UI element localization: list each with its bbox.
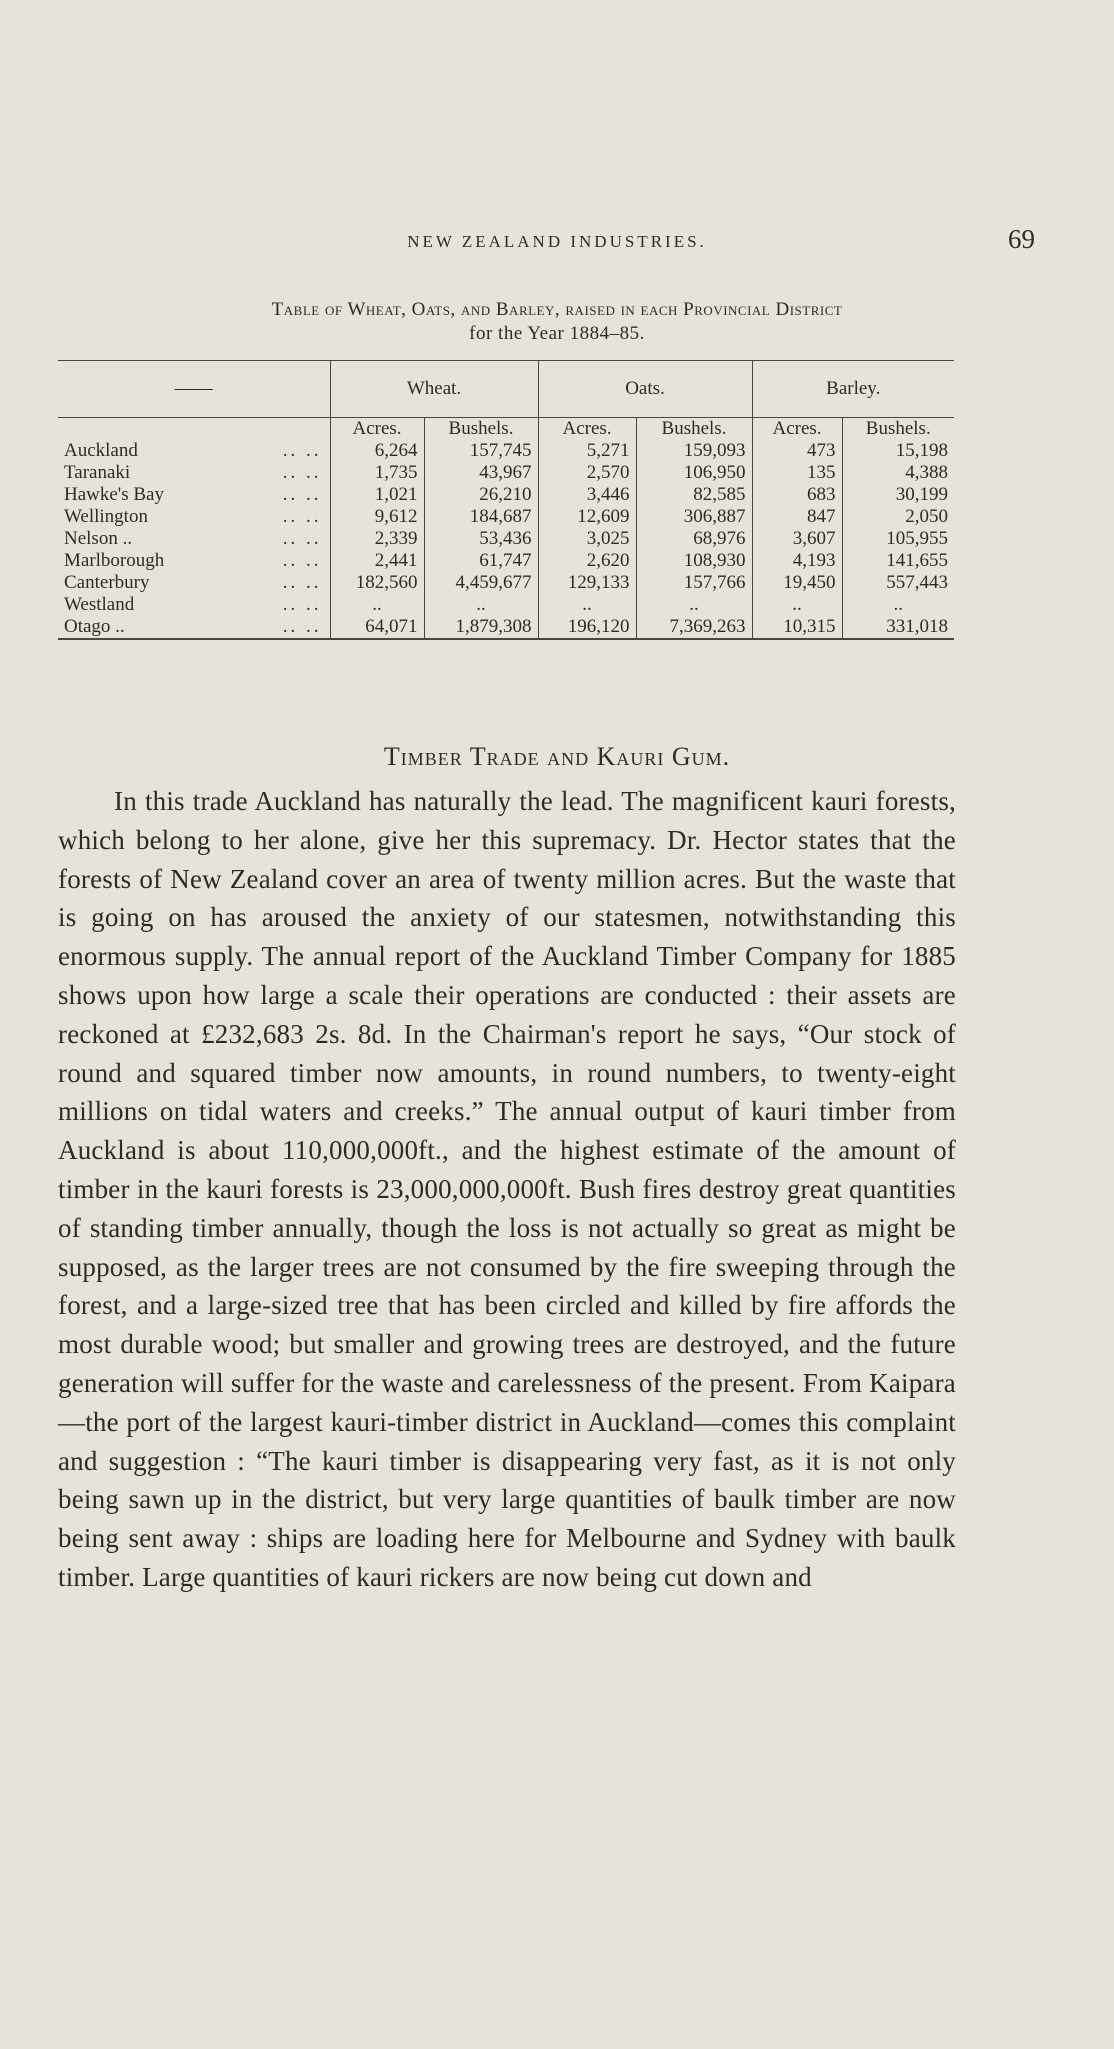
section-heading: Timber Trade and Kauri Gum. <box>383 742 731 771</box>
wheat-acres-cell: 182,560 <box>330 572 424 594</box>
oats-bushels-cell: 159,093 <box>636 440 752 462</box>
barley-bushels-cell: 141,655 <box>842 550 954 572</box>
oats-bushels-cell: 7,369,263 <box>636 616 752 638</box>
district-cell <box>58 440 330 462</box>
district-cell <box>58 462 330 484</box>
wheat-acres-cell: 2,339 <box>330 528 424 550</box>
wheat-bushels-cell: 53,436 <box>424 528 538 550</box>
wheat-acres-cell: 9,612 <box>330 506 424 528</box>
barley-bushels-cell: 105,955 <box>842 528 954 550</box>
wheat-acres-cell: 1,021 <box>330 484 424 506</box>
table-row <box>58 550 954 572</box>
district-name: Nelson .. <box>64 528 133 549</box>
subheader-oats-bushels: Bushels. <box>636 418 752 441</box>
body-paragraph: In this trade Auckland has naturally the lead. The magnificent kauri forests, which belong to her alone, give her this supremacy. Dr. Hector states that the forests of New Zealand cover an area of twenty million acres. But the waste that is going on has aroused the anxiety of our statesmen, notwithstanding this enormous supply. The annual report of the Auckland Timber Company for 1885 shows upon how large a scale their operations are conducted : their assets are reckoned at £232,683 2s. 8d. In the Chairman's report he says, “Our stock of round and squared timber now amounts, in round numbers, to twenty-eight millions on tidal waters and creeks.” The annual output of kauri timber from Auckland is about 110,000,000ft., and the highest estimate of the amount of timber in the kauri forests is 23,000,000,000ft. Bush fires destroy great quantities of standing timber annually, though the loss is not actually so great as might be supposed, as the larger trees are not consumed by the fire sweeping through the forest, and a large-sized tree that has been circled and killed by fire affords the most durable wood; but smaller and growing trees are destroyed, and the future generation will suffer for the waste and carelessness of the present. From Kaipara—the port of the largest kauri-timber district in Auckland—comes this complaint and suggestion : “The kauri timber is disappearing very fast, as it is not only being sawn up in the district, but very large quantities of baulk timber are now being sent away : ships are loading here for Melbourne and Sydney with baulk timber. Large quantities of kauri rickers are now being cut down and <box>58 786 956 1592</box>
wheat-bushels-cell: 157,745 <box>424 440 538 462</box>
barley-acres-cell: 473 <box>752 440 842 462</box>
barley-acres-cell: 683 <box>752 484 842 506</box>
subheader-wheat-bushels: Bushels. <box>424 418 538 441</box>
district-cell <box>58 594 330 616</box>
wheat-bushels-cell: 184,687 <box>424 506 538 528</box>
district-cell <box>58 506 330 528</box>
subheader-barley-bushels: Bushels. <box>842 418 954 441</box>
table-caption <box>40 298 1074 346</box>
table-body <box>58 440 954 638</box>
barley-acres-cell: 4,193 <box>752 550 842 572</box>
oats-acres-cell: 2,620 <box>538 550 636 572</box>
barley-bushels-cell: 15,198 <box>842 440 954 462</box>
dot-leader: .. .. <box>282 440 322 461</box>
oats-acres-cell: 129,133 <box>538 572 636 594</box>
dot-leader: .. .. <box>282 528 322 549</box>
wheat-bushels-cell: 26,210 <box>424 484 538 506</box>
district-cell <box>58 550 330 572</box>
wheat-bushels-cell: 43,967 <box>424 462 538 484</box>
barley-bushels-cell: 4,388 <box>842 462 954 484</box>
page-number: 69 <box>1008 224 1035 254</box>
barley-bushels-cell: 2,050 <box>842 506 954 528</box>
barley-bushels-cell: .. <box>842 594 954 616</box>
table-row <box>58 594 954 616</box>
subheader-barley-acres: Acres. <box>752 418 842 441</box>
barley-bushels-cell: 331,018 <box>842 616 954 638</box>
table-caption-line-1: Table of Wheat, Oats, and Barley, raised in each Provincial District <box>271 299 843 320</box>
wheat-acres-cell: 6,264 <box>330 440 424 462</box>
district-cell <box>58 528 330 550</box>
subheader-wheat-acres: Acres. <box>330 418 424 441</box>
group-header-wheat: Wheat. <box>330 361 538 418</box>
table-row <box>58 506 954 528</box>
body-text <box>58 782 956 1597</box>
oats-acres-cell: .. <box>538 594 636 616</box>
running-title: NEW ZEALAND INDUSTRIES. <box>407 232 707 251</box>
dot-leader: .. .. <box>282 572 322 593</box>
wheat-acres-cell: 64,071 <box>330 616 424 638</box>
oats-bushels-cell: .. <box>636 594 752 616</box>
oats-acres-cell: 196,120 <box>538 616 636 638</box>
oats-bushels-cell: 68,976 <box>636 528 752 550</box>
table-caption-line-2: for the Year 1884–85. <box>469 323 645 344</box>
table-row <box>58 462 954 484</box>
dot-leader: .. .. <box>282 462 322 483</box>
barley-acres-cell: 135 <box>752 462 842 484</box>
barley-acres-cell: 3,607 <box>752 528 842 550</box>
oats-acres-cell: 5,271 <box>538 440 636 462</box>
wheat-acres-cell: 1,735 <box>330 462 424 484</box>
table-subheader-row <box>58 418 954 441</box>
barley-acres-cell: .. <box>752 594 842 616</box>
stub-subheader-blank <box>58 418 330 441</box>
group-header-oats: Oats. <box>538 361 752 418</box>
district-name: Hawke's Bay <box>64 484 164 505</box>
table-row <box>58 484 954 506</box>
dot-leader: .. .. <box>282 594 322 615</box>
district-name: Auckland <box>64 440 138 461</box>
group-header-barley: Barley. <box>752 361 954 418</box>
district-name: Otago .. <box>64 616 125 637</box>
oats-acres-cell: 2,570 <box>538 462 636 484</box>
table-stub-header: —— <box>58 361 330 418</box>
dot-leader: .. .. <box>282 484 322 505</box>
oats-bushels-cell: 306,887 <box>636 506 752 528</box>
oats-acres-cell: 3,446 <box>538 484 636 506</box>
wheat-acres-cell: 2,441 <box>330 550 424 572</box>
subheader-oats-acres: Acres. <box>538 418 636 441</box>
wheat-bushels-cell: 4,459,677 <box>424 572 538 594</box>
oats-bushels-cell: 108,930 <box>636 550 752 572</box>
dot-leader: .. .. <box>282 616 322 637</box>
table-bottom-rule <box>58 638 954 640</box>
table-row <box>58 528 954 550</box>
district-name: Westland <box>64 594 135 615</box>
wheat-bushels-cell: 1,879,308 <box>424 616 538 638</box>
dot-leader: .. .. <box>282 506 322 527</box>
oats-bushels-cell: 157,766 <box>636 572 752 594</box>
table-row <box>58 572 954 594</box>
wheat-bushels-cell: .. <box>424 594 538 616</box>
grain-table <box>58 361 954 638</box>
district-cell <box>58 484 330 506</box>
oats-bushels-cell: 82,585 <box>636 484 752 506</box>
wheat-acres-cell: .. <box>330 594 424 616</box>
district-name: Wellington <box>64 506 148 527</box>
district-name: Canterbury <box>64 572 150 593</box>
barley-acres-cell: 19,450 <box>752 572 842 594</box>
district-name: Marlborough <box>64 550 165 571</box>
barley-acres-cell: 10,315 <box>752 616 842 638</box>
table-row <box>58 616 954 638</box>
oats-acres-cell: 12,609 <box>538 506 636 528</box>
barley-acres-cell: 847 <box>752 506 842 528</box>
oats-acres-cell: 3,025 <box>538 528 636 550</box>
district-cell <box>58 572 330 594</box>
oats-bushels-cell: 106,950 <box>636 462 752 484</box>
barley-bushels-cell: 557,443 <box>842 572 954 594</box>
dot-leader: .. .. <box>282 550 322 571</box>
district-name: Taranaki <box>64 462 131 483</box>
barley-bushels-cell: 30,199 <box>842 484 954 506</box>
table-group-header-row <box>58 361 954 418</box>
grain-table-container <box>58 360 954 640</box>
wheat-bushels-cell: 61,747 <box>424 550 538 572</box>
table-row <box>58 440 954 462</box>
district-cell <box>58 616 330 638</box>
